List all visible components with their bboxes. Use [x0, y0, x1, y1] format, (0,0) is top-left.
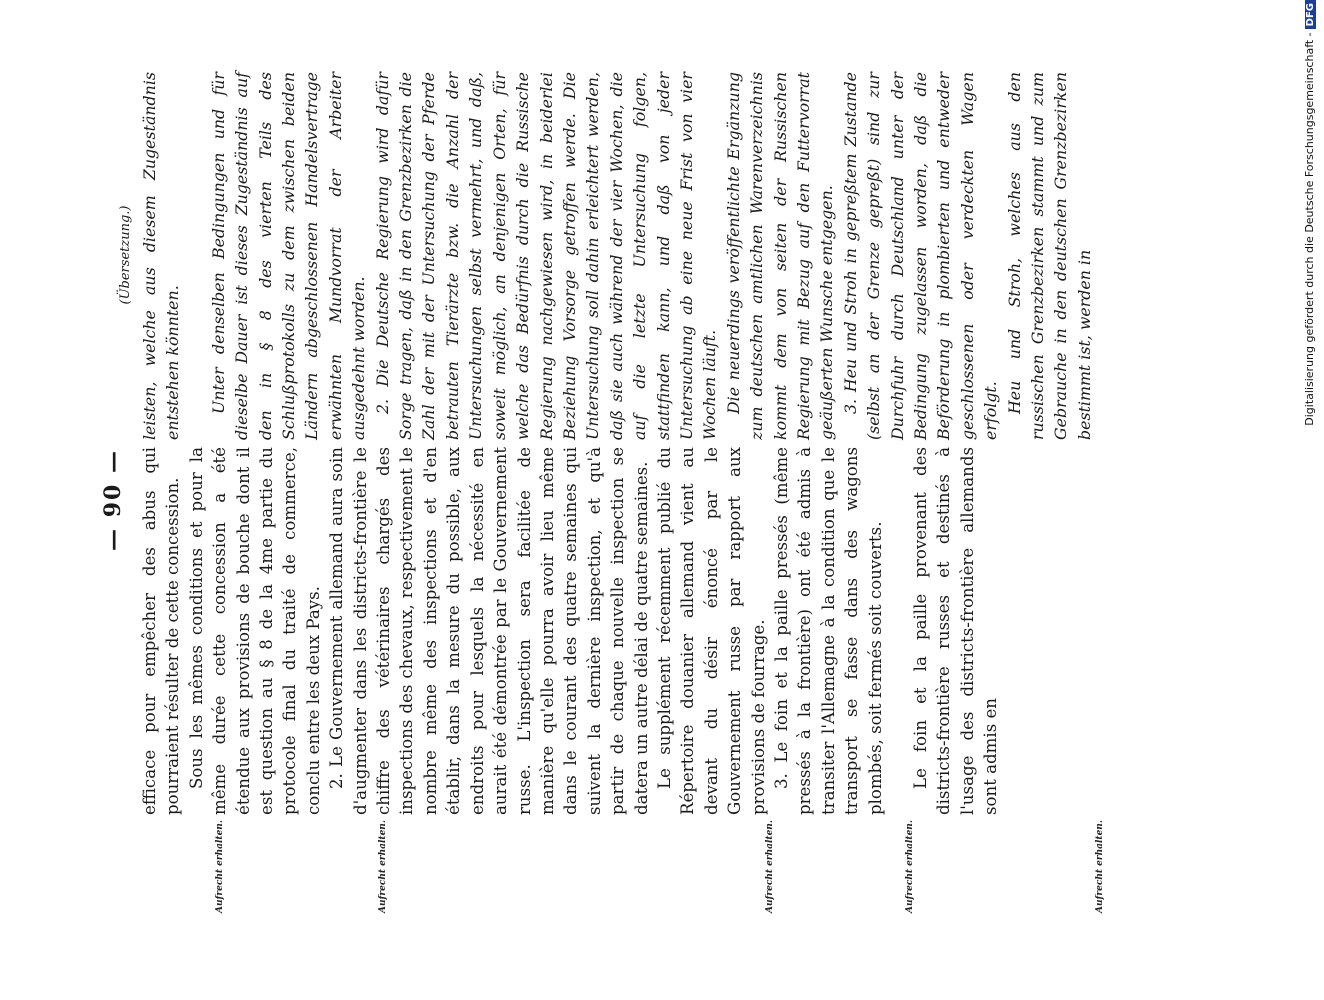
margin-note: Aufrecht erhalten. [215, 820, 225, 914]
german-paragraph: Unter denselben Bedingungen und für dieselbe Dauer ist dieses Zugeständnis auf den in § 8 des vierten Teils des Schlußprotokolls zu dem zwischen beiden Ländern abgeschlossenen Handelsvertrage erwähnten Mundvorrat der Arbeiter ausgedehnt worden. [208, 72, 369, 440]
german-column [138, 72, 1096, 440]
german-column-heading: (Übersetzung.) [118, 205, 133, 305]
german-paragraph: 2. Die Deutsche Regierung wird dafür Sorge tragen, daß in den Grenzbezirken die Zahl der mit der Untersuchung der Pferde betrauten Tierärzte bzw. die Anzahl der Untersuchungen selbst vermehrt, und daß, soweit möglich, an denjenigen Orten, für welche das Bedürfnis durch die Russische Regierung nachgewiesen wird, in beiderlei Beziehung Vorsorge getroffen werde. Die Untersuchung soll dahin erleichtert werden, daß sie auch während der vier Wochen, die auf die letzte Untersuchung folgen, stattfinden kann, und daß von jeder Untersuchung ab eine neue Frist von vier Wochen läuft. [372, 72, 720, 440]
margin-note: Aufrecht erhalten. [765, 820, 775, 914]
german-paragraph: 3. Heu und Stroh in gepreßtem Zustande (selbst an der Grenze gepreßt) sind zur Durchfuhr durch Deutschland unter der Bedingung zugelassen worden, daß die Beförderung in plombierten und entweder geschlossenen oder verdeckten Wagen erfolgt. [840, 72, 1001, 440]
french-paragraph: Le supplément récemment publié du Répertoire douanier allemand vient au devant du désir énoncé par le Gouvernement russe par rapport aux provisions de fourrage. [654, 447, 768, 815]
german-paragraph: Die neuerdings veröffentlichte Ergänzung zum deutschen amtlichen Warenverzeichnis kommt dem von seiten der Russischen Regierung mit Bezug auf den Futtervorrat geäußerten Wunsche entgegen. [723, 72, 837, 440]
french-paragraph: Sous les mêmes conditions et pour la même durée cette concession a été étendue aux provisions de bouche dont il est question au § 8 de la 4me partie du protocole final du traité de commerce, conclu entre les deux Pays. [186, 447, 323, 815]
french-paragraph: efficace pour empêcher des abus qui pourraient résulter de cette concession. [140, 447, 183, 815]
credit-text: Digitalisierung gefördert durch die Deutsche Forschungsgemeinschaft - [1303, 32, 1316, 426]
german-paragraph: leisten, welche aus diesem Zugeständnis entstehen könnten. [140, 72, 183, 440]
digitization-credit [1303, 0, 1316, 1000]
french-paragraph: Le foin et la paille provenant des districts-frontière russes et destinés à l'usage des districts-frontière allemands sont admis en [911, 447, 1001, 815]
dfg-logo: DFG [1305, 0, 1316, 29]
french-paragraph: 2. Le Gouvernement allemand aura soin d'augmenter dans les districts-frontière le chiffre des vétérinaires chargés des inspections des chevaux, respectivement le nombre même des inspections et d'en établir, dans la mesure du possible, aux endroits pour lesquels la nécessité en aurait été démontrée par le Gouvernement russe. L'inspection sera facilitée de manière qu'elle pourra avoir lieu même dans le courant des quatre semaines qui suivent la dernière inspection, et qu'à partir de chaque nouvelle inspection se datera un autre délai de quatre semaines. [327, 447, 651, 815]
german-paragraph: Heu und Stroh, welches aus den russischen Grenzbezirken stammt und zum Gebrauche in den deutschen Grenzbezirken bestimmt ist, werden in [1004, 72, 1094, 440]
french-paragraph: 3. Le foin et la paille pressés (même pressés à la frontière) ont été admis à transiter l'Allemagne à la condition que le transport se fasse dans des wagons plombés, soit fermés soit couverts. [771, 447, 885, 815]
margin-note: Aufrecht erhalten. [1095, 820, 1105, 914]
margin-note: Aufrecht erhalten. [378, 820, 388, 914]
french-column [138, 447, 1003, 815]
page-number: — 90 — [100, 449, 126, 551]
margin-note: Aufrecht erhalten. [905, 820, 915, 914]
